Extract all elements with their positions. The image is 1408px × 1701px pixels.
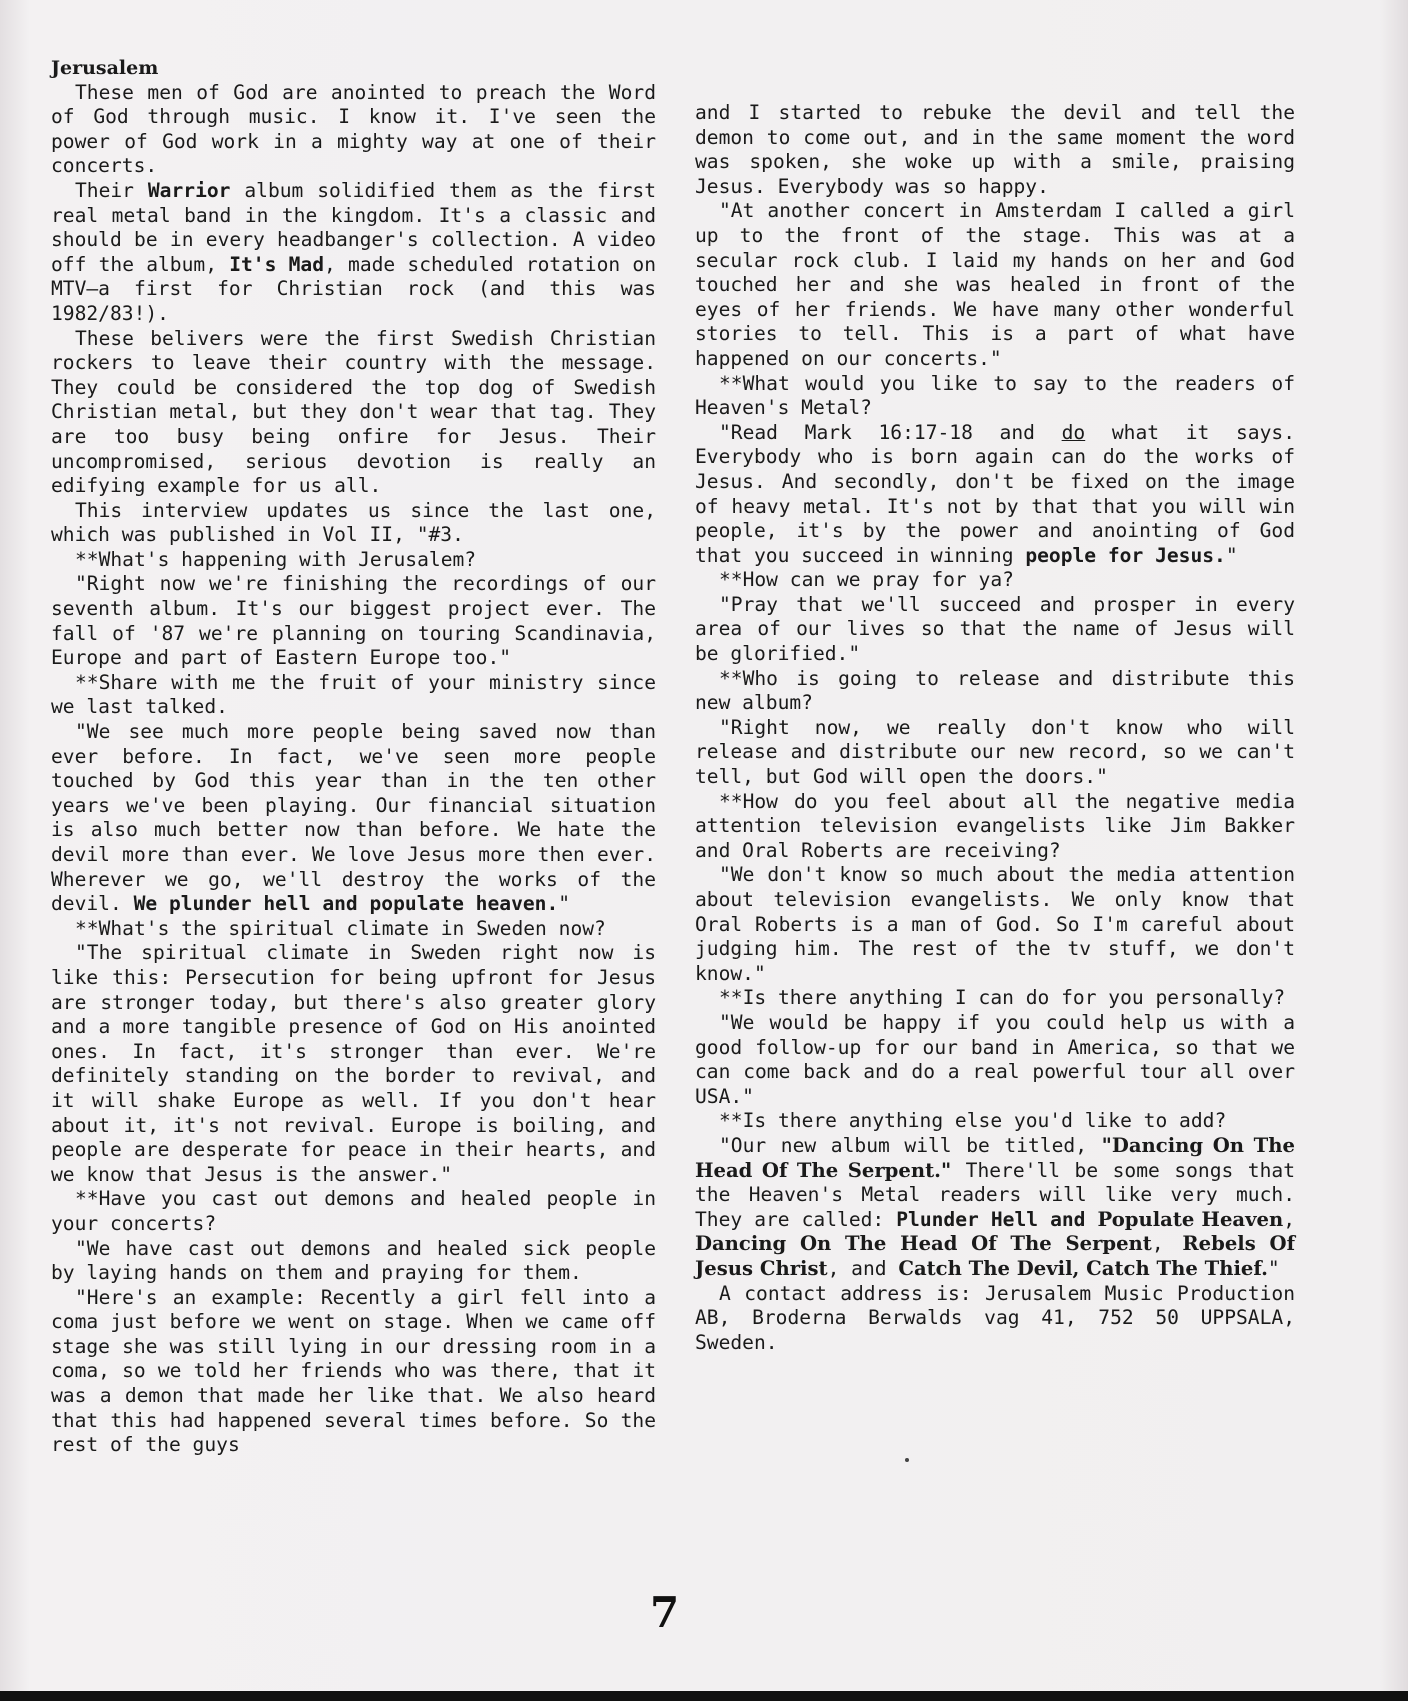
paragraph [51,499,656,548]
page-bottom-edge [0,1691,1408,1701]
bold-text: Dancing On The Head Of The Serpent [695,1232,1152,1256]
paragraph [695,1282,1295,1356]
text-run [1085,1208,1097,1231]
paragraph [51,179,656,327]
paragraph [695,716,1295,790]
paragraph [51,572,656,670]
text-run: These belivers were the first Swedish Christian rockers to leave their country with the message. They could be considered the top dog of Swedish Christian metal, but they don't wear that tag. They are too busy being onfire for Jesus. Their uncompromised, serious devotion is really an edifying example for us all. [51,326,656,498]
right-column [695,101,1295,1355]
text-run: "Our new album will be titled, [719,1133,1102,1157]
article-title: Jerusalem [51,57,159,79]
text-run [1038,1208,1050,1231]
paragraph [695,101,1295,199]
paragraph [695,1134,1295,1282]
text-run: **Share with me the fruit of your ministry since we last talked. [51,670,656,719]
text-run: "Pray that we'll succeed and prosper in every area of our lives so that the name of Jesus will be glorified." [695,592,1295,666]
paragraph [51,1286,656,1458]
bold-text: "Dancing On The Head Of The Serpent." [695,1133,1295,1182]
text-run: Their [75,178,148,202]
text-run: **How do you feel about all the negative media attention television evangelists like Jim Bakker and Oral Roberts are receiving? [695,789,1295,862]
text-run: "We would be happy if you could help us with a good follow-up for our band in America, so that we can come back and do a real powerful tour all over USA." [695,1010,1295,1108]
text-run: **Have you cast out demons and healed people in your concerts? [51,1187,656,1235]
text-run: **What's the spiritual climate in Sweden now? [75,916,606,940]
text-run: " [558,892,571,916]
text-run: A contact address is: Jerusalem Music Production AB, Broderna Berwalds vag 41, 752 50 UPPSALA, Sweden. [695,1281,1295,1354]
paragraph [51,1187,656,1236]
underlined-text: do [1061,420,1086,444]
text-run: , [1283,1207,1295,1231]
text-run: **What's happening with Jerusalem? [75,547,477,571]
bold-text: Catch The Devil, Catch The Thief. [898,1256,1268,1280]
paragraph [51,327,656,499]
paragraph [51,917,656,942]
text-run: "Read Mark 16:17-18 and [719,420,1062,444]
paragraph [695,863,1295,986]
text-run: and I started to rebuke the devil and tell the demon to come out, and in the same moment the word was spoken, she woke up with a smile, praising Jesus. Everybody was so happy. [695,101,1295,198]
text-run: , made scheduled rotation on MTV—a first for Christian rock (and this was 1982/83!). [51,252,656,325]
speck-mark [905,1458,909,1462]
page-number: 7 [650,1588,680,1637]
text-run: These men of God are anointed to preach the Word of God through music. I know it. I've seen the power of God work in a mighty way at one of their concerts. [51,80,656,178]
paragraph [695,986,1295,1011]
text-run: This interview updates us since the last one, which was published in Vol II, "#3. [51,498,656,547]
paragraph [51,1237,656,1286]
bold-text: Rebels Of Jesus Christ [695,1232,1295,1280]
bold-text: and [1050,1207,1086,1231]
left-column [51,56,656,1458]
text-run: album solidified them as the first real metal band in the kingdom. It's a classic and should be in every headbanger's collection. A video off the album, [51,178,656,276]
text-run: **How can we pray for ya? [719,568,1014,592]
text-run: "The spiritual climate in Sweden right now is like this: Persecution for being upfront for Jesus are stronger today, but there's also greater glory and a more tangible presence of God on His anointed ones. In fact, it's stronger than ever. We're definitely standing on the border to revival, and it will shake Europe as well. If you don't hear about it, it's not revival. Europe is boiling, and people are desperate for peace in their hearts, and we know that Jesus is the answer." [51,941,656,1186]
paragraph [51,81,656,179]
text-run: "At another concert in Amsterdam I called a girl up to the front of the stage. This was at a secular rock club. I laid my hands on her and God touched her and she was healed in front of the eyes of her friends. We have many other wonderful stories to tell. This is a part of what have happened on our concerts." [695,199,1295,370]
text-run: " [1225,543,1238,567]
bold-text: Plunder Hell [896,1207,1039,1231]
paragraph [695,1109,1295,1134]
text-run: "We see much more people being saved now than ever before. In fact, we've seen more people touched by God this year than in the ten other years we've been playing. Our financial situation is also much better now than before. We hate the devil more than ever. We love Jesus more then ever. Wherever we go, we'll destroy the works of the devil. [51,720,656,916]
bold-text: We plunder hell and populate heaven. [133,892,559,916]
right-column-body [695,101,1295,1355]
bold-text: Populate Heaven [1097,1207,1284,1231]
bold-text: It's Mad [229,252,325,276]
paragraph [51,548,656,573]
paragraph [695,372,1295,421]
text-run: "We don't know so much about the media attention about television evangelists. We only know that Oral Roberts is a man of God. So I'm careful about judging him. The rest of the tv stuff, we don't know." [695,863,1295,985]
paragraph [695,421,1295,569]
paragraph [51,720,656,917]
text-run: **Is there anything else you'd like to add? [719,1109,1227,1133]
paragraph [695,667,1295,716]
paragraph [695,1011,1295,1109]
paragraph [695,790,1295,864]
text-run: , [1151,1232,1183,1256]
bold-text: people for Jesus. [1025,543,1226,567]
text-run: what it says. Everybody who is born again can do the works of Jesus. And secondly, don't be fixed on the image of heavy metal. It's not by that that you will win people, it's by the power and anointing of God that you succeed in winning [695,420,1295,567]
paragraph [51,941,656,1187]
paragraph [51,671,656,720]
bold-text: Warrior [147,178,231,202]
text-run: " [1267,1256,1280,1280]
text-run: "We have cast out demons and healed sick people by laying hands on them and praying for them. [51,1236,656,1285]
paragraph [695,568,1295,593]
left-column-body [51,81,656,1458]
text-run: **Who is going to release and distribute this new album? [695,666,1295,715]
text-run: **Is there anything I can do for you personally? [719,986,1286,1010]
text-run: "Right now, we really don't know who will release and distribute our new record, so we can't tell, but God will open the doors." [695,715,1295,789]
text-run: "Here's an example: Recently a girl fell into a coma just before we went on stage. When we came off stage she was still lying in our dressing room in a coma, so we told her friends who was there, that it was a demon that made her like that. We also heard that this had happened several times before. So the rest of the guys [51,1285,656,1457]
text-run: **What would you like to say to the readers of Heaven's Metal? [695,371,1295,420]
text-run: "Right now we're finishing the recordings of our seventh album. It's our biggest project ever. The fall of '87 we're planning on touring Scandinavia, Europe and part of Eastern Europe too." [51,572,656,670]
text-run: , and [827,1256,899,1280]
paragraph [695,593,1295,667]
paragraph [695,199,1295,371]
text-run: There'll be some songs that the Heaven's Metal readers will like very much. They are called: [695,1158,1295,1231]
